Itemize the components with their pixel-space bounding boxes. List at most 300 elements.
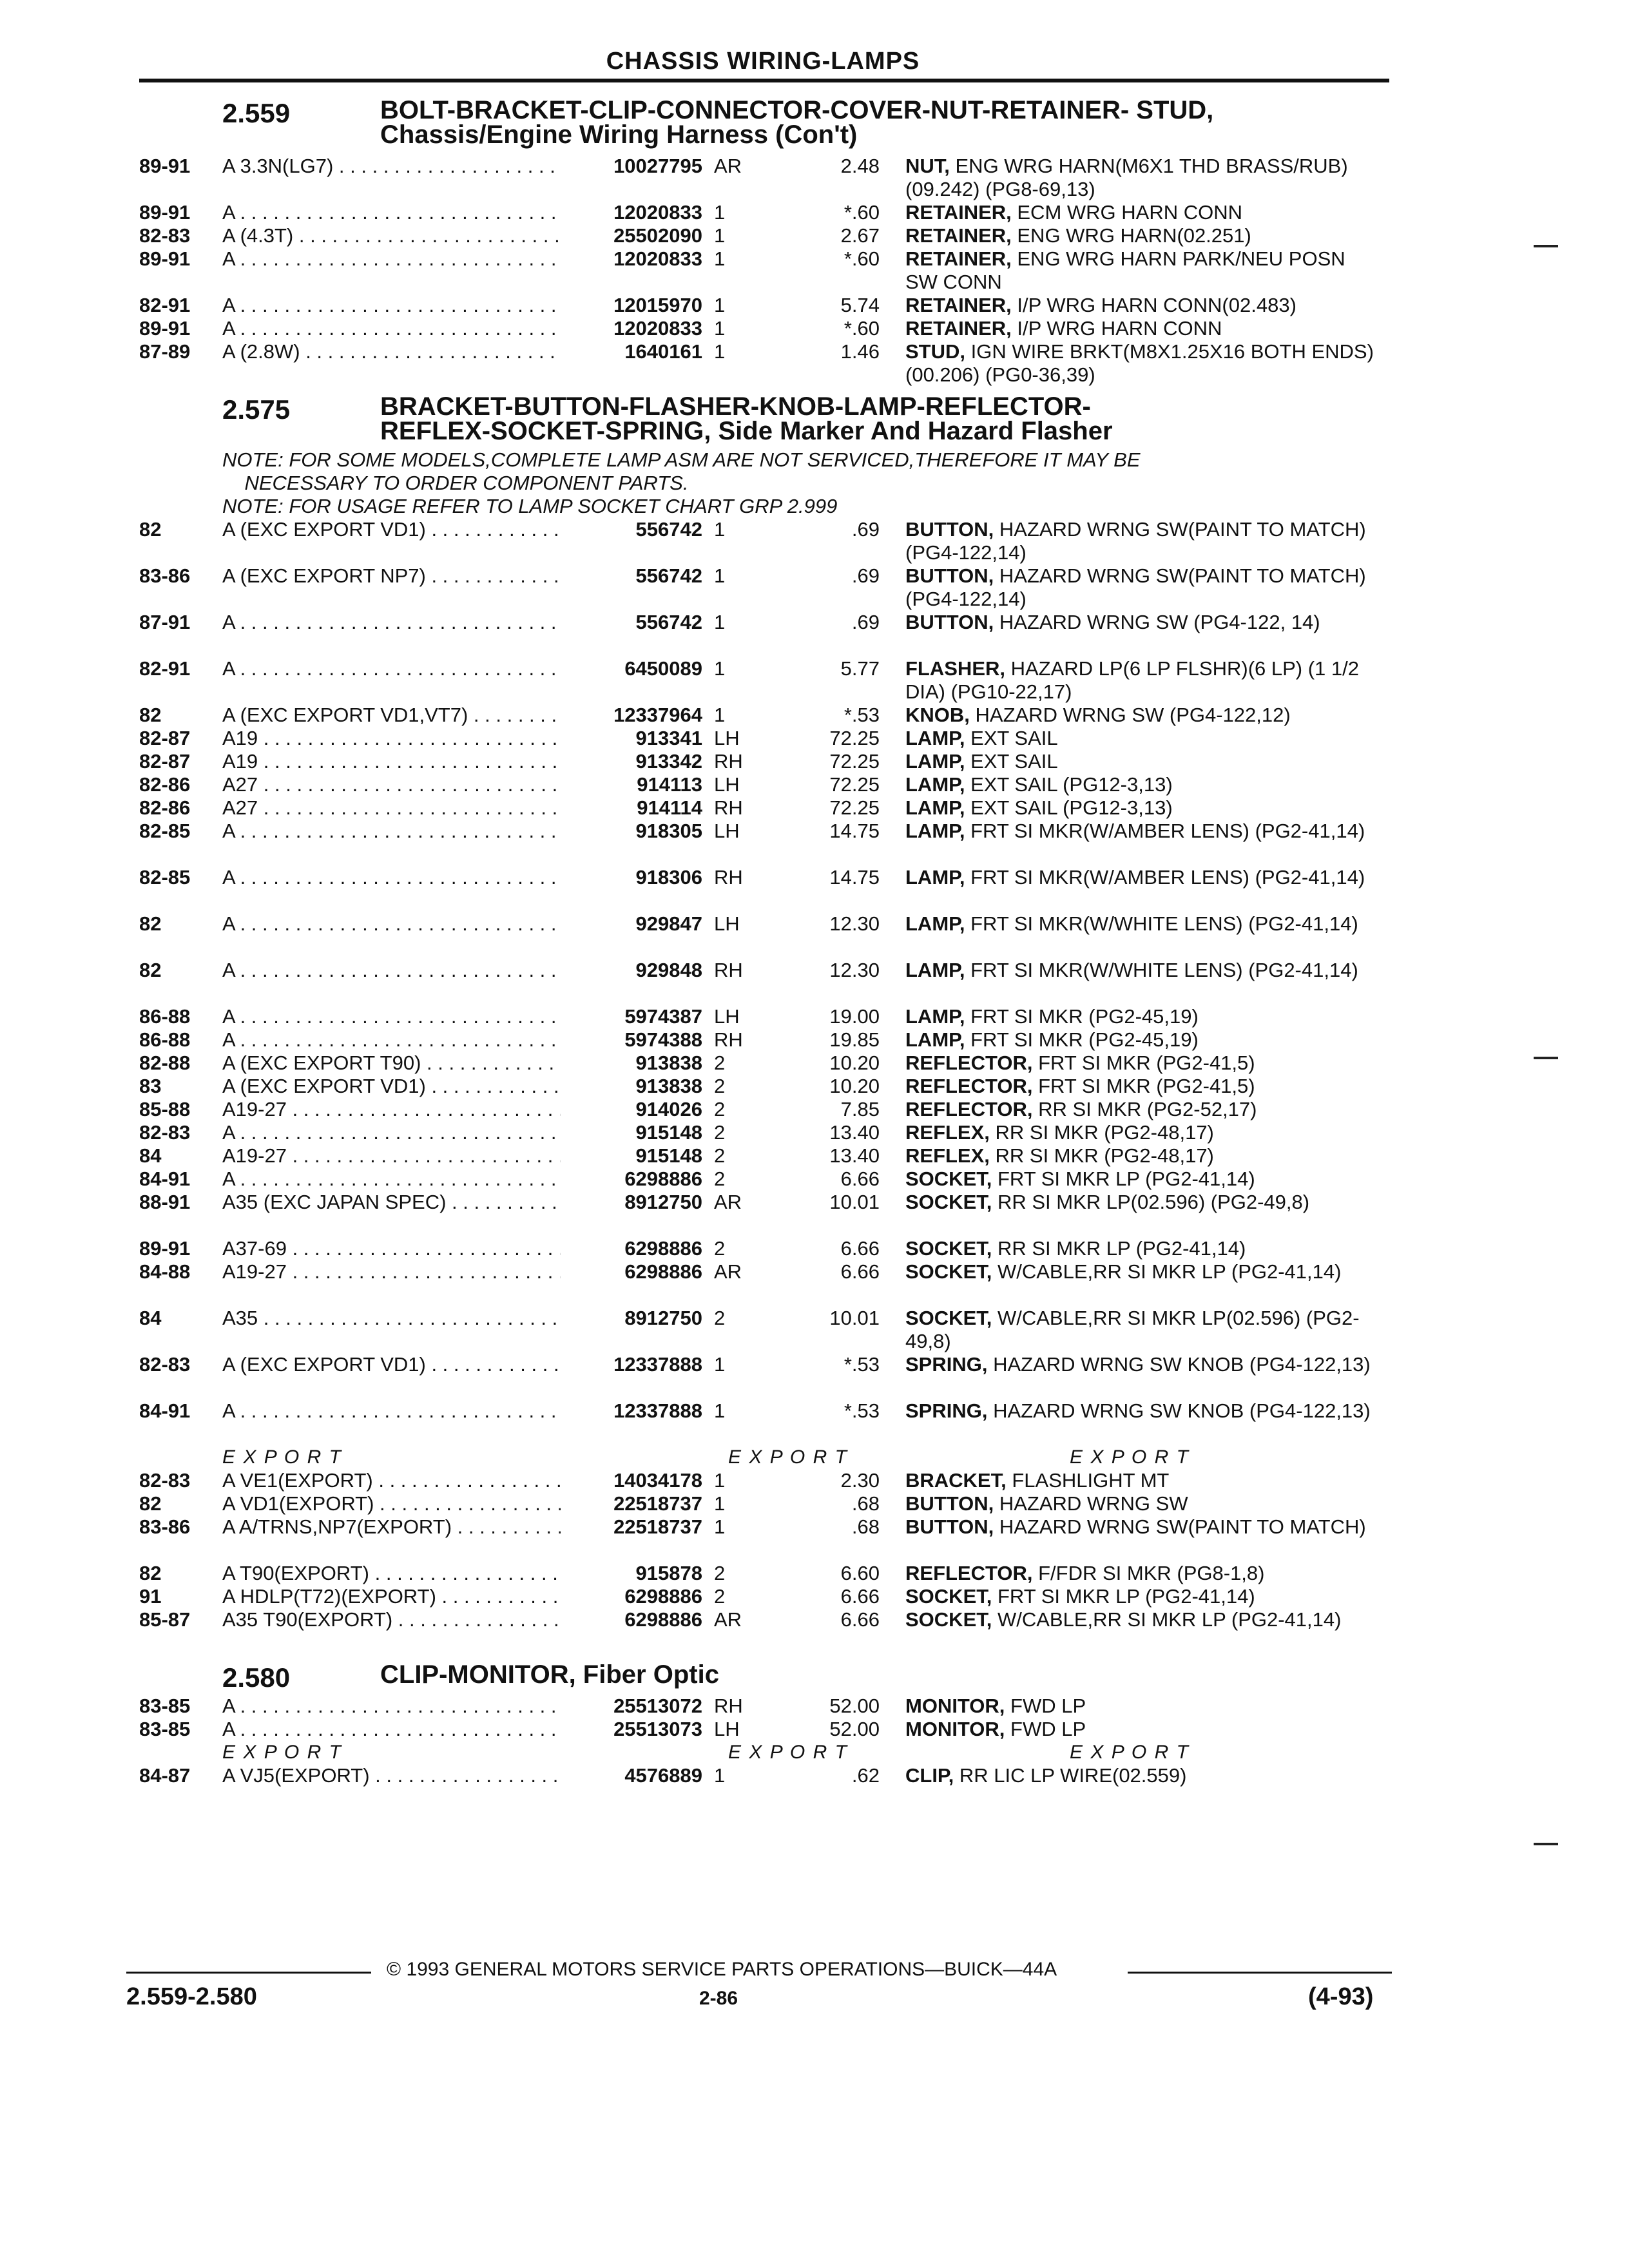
part-description — [905, 1492, 1376, 1515]
model-years: 86-88 — [139, 1028, 191, 1051]
part-name: REFLEX, — [905, 1121, 990, 1144]
quantity: RH — [714, 1028, 743, 1051]
part-name: SOCKET, — [905, 1191, 992, 1213]
export-divider — [0, 1446, 1629, 1469]
part-number: 12020833 — [561, 317, 702, 340]
part-detail: RR SI MKR (PG2-48,17) — [989, 1121, 1214, 1144]
part-name: BUTTON, — [905, 564, 994, 587]
part-number: 8912750 — [561, 1191, 702, 1214]
part-name: LAMP, — [905, 1028, 965, 1051]
usage-code: A . . . — [222, 1168, 564, 1191]
usage-code: A . . . — [222, 912, 564, 936]
parts-row — [0, 1075, 1629, 1098]
part-detail: ENG WRG HARN(02.251) — [1011, 224, 1251, 247]
part-description — [905, 773, 1376, 796]
quantity: 1 — [714, 611, 726, 633]
part-detail: HAZARD WRNG SW (PG4-122, 14) — [994, 611, 1320, 633]
part-detail: W/CABLE,RR SI MKR LP (PG2-41,14) — [992, 1260, 1342, 1283]
part-name: SPRING, — [905, 1353, 988, 1376]
section-title — [380, 1662, 1398, 1687]
quantity: 1 — [714, 224, 726, 247]
model-years: 91 — [139, 1585, 162, 1608]
section-header — [0, 393, 1629, 451]
parts-row — [0, 1353, 1629, 1399]
model-years: 82 — [139, 704, 162, 726]
footer-rule-right — [1128, 1972, 1392, 1974]
parts-row — [0, 1121, 1629, 1144]
part-number: 5974387 — [561, 1005, 702, 1028]
part-number: 929848 — [561, 959, 702, 982]
part-name: LAMP, — [905, 959, 965, 981]
part-description — [905, 1399, 1376, 1423]
price: 6.66 — [840, 1585, 880, 1608]
quantity: RH — [714, 959, 743, 981]
quantity: LH — [714, 820, 740, 842]
price: 6.66 — [840, 1237, 880, 1260]
part-detail: HAZARD WRNG SW KNOB (PG4-122,13) — [987, 1399, 1371, 1422]
model-years: 82 — [139, 959, 162, 981]
part-number: 913838 — [561, 1052, 702, 1075]
quantity: 1 — [714, 1469, 726, 1492]
margin-tick — [1534, 1843, 1558, 1845]
footer-date: (4-93) — [1308, 1983, 1374, 2010]
usage-code: A . . . — [222, 657, 564, 680]
price: 6.60 — [840, 1562, 880, 1584]
catalog-section — [0, 1661, 1629, 1787]
part-description — [905, 1052, 1376, 1075]
usage-code: A19-27 . . . — [222, 1098, 564, 1121]
part-number: 6298886 — [561, 1168, 702, 1191]
price: 6.66 — [840, 1168, 880, 1190]
usage-code: A . . . — [222, 820, 564, 843]
parts-row — [0, 959, 1629, 1005]
part-description — [905, 1353, 1376, 1376]
parts-row — [0, 1469, 1629, 1492]
part-detail: FRT SI MKR (PG2-41,5) — [1032, 1052, 1255, 1074]
quantity: 1 — [714, 564, 726, 587]
price: 12.30 — [829, 912, 880, 935]
model-years: 83-86 — [139, 1515, 191, 1538]
part-description — [905, 201, 1376, 224]
price: *.60 — [843, 317, 880, 340]
part-description — [905, 1515, 1376, 1539]
usage-code: A (EXC EXPORT VD1) . . . — [222, 1075, 564, 1098]
model-years: 82-88 — [139, 1052, 191, 1074]
parts-row — [0, 564, 1629, 611]
part-number: 914113 — [561, 773, 702, 796]
part-number: 556742 — [561, 564, 702, 588]
parts-row — [0, 1098, 1629, 1121]
part-name: LAMP, — [905, 820, 965, 842]
usage-code: A35 . . . — [222, 1307, 564, 1330]
part-number: 915878 — [561, 1562, 702, 1585]
part-name: BUTTON, — [905, 1492, 994, 1515]
parts-row — [0, 1237, 1629, 1260]
section-title-line: Chassis/Engine Wiring Harness (Con't) — [380, 120, 858, 149]
price: *.53 — [843, 704, 880, 726]
model-years: 82-91 — [139, 294, 191, 316]
price: 52.00 — [829, 1695, 880, 1717]
part-name: MONITOR, — [905, 1718, 1005, 1740]
part-number: 915148 — [561, 1121, 702, 1144]
model-years: 89-91 — [139, 201, 191, 224]
quantity: 2 — [714, 1585, 726, 1608]
quantity: RH — [714, 796, 743, 819]
model-years: 89-91 — [139, 247, 191, 270]
model-years: 89-91 — [139, 317, 191, 340]
part-description — [905, 657, 1376, 704]
quantity: RH — [714, 1695, 743, 1717]
part-name: LAMP, — [905, 727, 965, 749]
part-detail: HAZARD WRNG SW(PAINT TO MATCH) (PG4-122,14) — [905, 518, 1366, 564]
usage-code: A . . . — [222, 866, 564, 889]
parts-row — [0, 796, 1629, 820]
part-description — [905, 912, 1376, 936]
parts-row — [0, 224, 1629, 247]
parts-row — [0, 1695, 1629, 1718]
model-years: 84 — [139, 1144, 162, 1167]
model-years: 82 — [139, 1492, 162, 1515]
part-description — [905, 866, 1376, 889]
price: .62 — [851, 1764, 880, 1787]
part-name: SOCKET, — [905, 1237, 992, 1260]
price: 10.01 — [829, 1191, 880, 1213]
footer-copyright: © 1993 GENERAL MOTORS SERVICE PARTS OPERATIONS—BUICK—44A — [387, 1959, 1057, 1980]
part-name: BRACKET, — [905, 1469, 1007, 1492]
part-detail: ECM WRG HARN CONN — [1011, 201, 1242, 224]
part-name: REFLECTOR, — [905, 1098, 1033, 1120]
model-years: 82-86 — [139, 796, 191, 819]
price: .68 — [851, 1515, 880, 1538]
footer-section-range: 2.559-2.580 — [126, 1983, 257, 2010]
export-divider — [0, 1741, 1629, 1764]
part-detail: FRT SI MKR LP (PG2-41,14) — [992, 1168, 1255, 1190]
part-description — [905, 1237, 1376, 1260]
export-label: E X P O R T — [1070, 1742, 1190, 1763]
part-number: 25502090 — [561, 224, 702, 247]
model-years: 82-87 — [139, 750, 191, 773]
price: 14.75 — [829, 820, 880, 842]
quantity: 1 — [714, 704, 726, 726]
price: .69 — [851, 518, 880, 541]
part-detail: EXT SAIL (PG12-3,13) — [965, 773, 1173, 796]
quantity: 1 — [714, 294, 726, 316]
note-line: NOTE: FOR SOME MODELS,COMPLETE LAMP ASM ARE NOT SERVICED,THEREFORE IT MAY BE — [222, 448, 1141, 471]
parts-row — [0, 611, 1629, 657]
part-number: 10027795 — [561, 155, 702, 178]
part-description — [905, 1469, 1376, 1492]
quantity: LH — [714, 912, 740, 935]
model-years: 89-91 — [139, 155, 191, 177]
part-description — [905, 796, 1376, 820]
section-title — [380, 98, 1398, 147]
catalog-section — [0, 393, 1629, 1655]
parts-row — [0, 1191, 1629, 1237]
parts-row — [0, 704, 1629, 727]
part-number: 5974388 — [561, 1028, 702, 1052]
price: *.53 — [843, 1399, 880, 1422]
usage-code: A VJ5(EXPORT) . . . — [222, 1764, 564, 1787]
part-number: 913341 — [561, 727, 702, 750]
footer-page-number: 2-86 — [699, 1988, 738, 2009]
quantity: RH — [714, 866, 743, 889]
usage-code: A . . . — [222, 959, 564, 982]
part-name: REFLECTOR, — [905, 1075, 1033, 1097]
part-detail: IGN WIRE BRKT(M8X1.25X16 BOTH ENDS)(00.206) (PG0-36,39) — [905, 340, 1374, 386]
part-description — [905, 820, 1376, 843]
part-number: 14034178 — [561, 1469, 702, 1492]
model-years: 84-88 — [139, 1260, 191, 1283]
part-name: KNOB, — [905, 704, 970, 726]
price: .69 — [851, 611, 880, 633]
part-name: LAMP, — [905, 750, 965, 773]
part-detail: FRT SI MKR(W/WHITE LENS) (PG2-41,14) — [965, 959, 1358, 981]
price: .68 — [851, 1492, 880, 1515]
page-title: CHASSIS WIRING-LAMPS — [606, 48, 920, 75]
price: 72.25 — [829, 773, 880, 796]
model-years: 82 — [139, 1562, 162, 1584]
usage-code: A . . . — [222, 1718, 564, 1741]
part-number: 6298886 — [561, 1608, 702, 1631]
quantity: LH — [714, 773, 740, 796]
part-description — [905, 564, 1376, 611]
quantity: LH — [714, 1718, 740, 1740]
section-title-line: BRACKET-BUTTON-FLASHER-KNOB-LAMP-REFLECTOR- — [380, 392, 1091, 421]
part-description — [905, 340, 1376, 387]
header-rule — [139, 79, 1389, 82]
model-years: 82 — [139, 518, 162, 541]
part-description — [905, 1028, 1376, 1052]
part-number: 12337888 — [561, 1399, 702, 1423]
usage-code: A . . . — [222, 1695, 564, 1718]
usage-code: A19-27 . . . — [222, 1260, 564, 1283]
part-name: CLIP, — [905, 1764, 954, 1787]
part-description — [905, 1168, 1376, 1191]
quantity: 1 — [714, 1492, 726, 1515]
part-description — [905, 155, 1376, 201]
parts-row — [0, 317, 1629, 340]
part-name: SPRING, — [905, 1399, 988, 1422]
usage-code: A . . . — [222, 294, 564, 317]
quantity: 2 — [714, 1075, 726, 1097]
price: 72.25 — [829, 727, 880, 749]
price: 14.75 — [829, 866, 880, 889]
part-description — [905, 1144, 1376, 1168]
price: 10.01 — [829, 1307, 880, 1329]
part-number: 12020833 — [561, 201, 702, 224]
quantity: 2 — [714, 1052, 726, 1074]
section-title-line: REFLEX-SOCKET-SPRING, Side Marker And Hazard Flasher — [380, 417, 1113, 445]
parts-row — [0, 1307, 1629, 1353]
part-detail: I/P WRG HARN CONN — [1011, 317, 1222, 340]
part-name: RETAINER, — [905, 201, 1012, 224]
model-years: 82-83 — [139, 1121, 191, 1144]
model-years: 86-88 — [139, 1005, 191, 1028]
model-years: 83 — [139, 1075, 162, 1097]
price: 2.67 — [840, 224, 880, 247]
model-years: 84-91 — [139, 1399, 191, 1422]
price: 1.46 — [840, 340, 880, 363]
usage-code: A27 . . . — [222, 773, 564, 796]
part-name: FLASHER, — [905, 657, 1005, 680]
part-detail: FWD LP — [1005, 1695, 1086, 1717]
quantity: LH — [714, 727, 740, 749]
part-description — [905, 317, 1376, 340]
quantity: 1 — [714, 1399, 726, 1422]
part-name: MONITOR, — [905, 1695, 1005, 1717]
part-detail: RR SI MKR (PG2-48,17) — [989, 1144, 1214, 1167]
export-label: E X P O R T — [728, 1742, 848, 1763]
price: 10.20 — [829, 1052, 880, 1074]
price: 6.66 — [840, 1608, 880, 1631]
usage-code: A . . . — [222, 247, 564, 271]
usage-code: A . . . — [222, 1399, 564, 1423]
model-years: 84-91 — [139, 1168, 191, 1190]
price: 5.77 — [840, 657, 880, 680]
quantity: 1 — [714, 317, 726, 340]
usage-code: A (EXC EXPORT VD1) . . . — [222, 518, 564, 541]
part-description — [905, 224, 1376, 247]
quantity: 1 — [714, 340, 726, 363]
quantity: 1 — [714, 1515, 726, 1538]
part-description — [905, 518, 1376, 564]
part-detail: FLASHLIGHT MT — [1006, 1469, 1170, 1492]
part-name: SOCKET, — [905, 1168, 992, 1190]
part-description — [905, 1764, 1376, 1787]
part-name: SOCKET, — [905, 1608, 992, 1631]
model-years: 82-85 — [139, 820, 191, 842]
part-description — [905, 1695, 1376, 1718]
part-number: 6450089 — [561, 657, 702, 680]
part-name: RETAINER, — [905, 294, 1012, 316]
margin-tick — [1534, 245, 1558, 247]
usage-code: A (EXC EXPORT VD1,VT7) . . . — [222, 704, 564, 727]
part-name: SOCKET, — [905, 1585, 992, 1608]
price: 52.00 — [829, 1718, 880, 1740]
section-header — [0, 97, 1629, 155]
parts-row — [0, 1515, 1629, 1562]
part-detail: RR SI MKR (PG2-52,17) — [1032, 1098, 1257, 1120]
parts-row — [0, 294, 1629, 317]
parts-row — [0, 1764, 1629, 1787]
price: 13.40 — [829, 1144, 880, 1167]
quantity: 1 — [714, 657, 726, 680]
model-years: 82-91 — [139, 657, 191, 680]
sections-container — [0, 97, 1629, 1794]
part-description — [905, 1585, 1376, 1608]
model-years: 82 — [139, 912, 162, 935]
model-years: 82-83 — [139, 1469, 191, 1492]
part-number: 913838 — [561, 1075, 702, 1098]
part-detail: HAZARD LP(6 LP FLSHR)(6 LP) (1 1/2 DIA) (PG10-22,17) — [905, 657, 1359, 703]
part-name: LAMP, — [905, 1005, 965, 1028]
part-detail: RR LIC LP WIRE(02.559) — [954, 1764, 1187, 1787]
part-description — [905, 1307, 1376, 1353]
usage-code: A A/TRNS,NP7(EXPORT) . . . — [222, 1515, 564, 1539]
part-name: LAMP, — [905, 866, 965, 889]
part-description — [905, 1191, 1376, 1214]
parts-row — [0, 1028, 1629, 1052]
usage-code: A 3.3N(LG7) . . . — [222, 155, 564, 178]
part-number: 914114 — [561, 796, 702, 820]
part-number: 6298886 — [561, 1260, 702, 1283]
part-detail: FRT SI MKR(W/AMBER LENS) (PG2-41,14) — [965, 866, 1365, 889]
quantity: AR — [714, 1260, 742, 1283]
part-number: 556742 — [561, 611, 702, 634]
part-detail: FRT SI MKR LP (PG2-41,14) — [992, 1585, 1255, 1608]
model-years: 84 — [139, 1307, 162, 1329]
parts-row — [0, 750, 1629, 773]
usage-code: A VE1(EXPORT) . . . — [222, 1469, 564, 1492]
model-years: 83-85 — [139, 1695, 191, 1717]
section-number: 2.580 — [222, 1662, 291, 1693]
part-detail: RR SI MKR LP (PG2-41,14) — [992, 1237, 1246, 1260]
parts-row — [0, 1492, 1629, 1515]
part-number: 6298886 — [561, 1585, 702, 1608]
margin-tick — [1534, 1057, 1558, 1059]
section-number: 2.575 — [222, 394, 291, 425]
part-number: 914026 — [561, 1098, 702, 1121]
part-description — [905, 750, 1376, 773]
usage-code: A T90(EXPORT) . . . — [222, 1562, 564, 1585]
usage-code: A (EXC EXPORT VD1) . . . — [222, 1353, 564, 1376]
part-detail: HAZARD WRNG SW — [994, 1492, 1188, 1515]
parts-row — [0, 518, 1629, 564]
part-description — [905, 247, 1376, 294]
parts-row — [0, 727, 1629, 750]
part-name: LAMP, — [905, 773, 965, 796]
part-description — [905, 1260, 1376, 1283]
parts-row — [0, 1399, 1629, 1446]
model-years: 82-86 — [139, 773, 191, 796]
part-detail: I/P WRG HARN CONN(02.483) — [1011, 294, 1296, 316]
price: 2.30 — [840, 1469, 880, 1492]
note-line: NOTE: FOR USAGE REFER TO LAMP SOCKET CHART GRP 2.999 — [222, 495, 838, 517]
part-detail: ENG WRG HARN(M6X1 THD BRASS/RUB)(09.242) (PG8-69,13) — [905, 155, 1348, 200]
parts-row — [0, 247, 1629, 294]
parts-row — [0, 1168, 1629, 1191]
part-number: 12020833 — [561, 247, 702, 271]
price: 2.48 — [840, 155, 880, 177]
part-number: 22518737 — [561, 1492, 702, 1515]
parts-row — [0, 1260, 1629, 1307]
parts-row — [0, 1585, 1629, 1608]
part-name: LAMP, — [905, 796, 965, 819]
part-number: 913342 — [561, 750, 702, 773]
part-name: RETAINER, — [905, 317, 1012, 340]
part-name: STUD, — [905, 340, 965, 363]
parts-row — [0, 1005, 1629, 1028]
part-detail: ENG WRG HARN PARK/NEU POSN SW CONN — [905, 247, 1345, 293]
model-years: 83-85 — [139, 1718, 191, 1740]
model-years: 84-87 — [139, 1764, 191, 1787]
part-description — [905, 1005, 1376, 1028]
usage-code: A19-27 . . . — [222, 1144, 564, 1168]
model-years: 88-91 — [139, 1191, 191, 1213]
price: 19.85 — [829, 1028, 880, 1051]
quantity: 2 — [714, 1237, 726, 1260]
part-description — [905, 1608, 1376, 1631]
part-description — [905, 1562, 1376, 1585]
part-detail: HAZARD WRNG SW(PAINT TO MATCH) — [994, 1515, 1366, 1538]
price: 19.00 — [829, 1005, 880, 1028]
parts-row — [0, 1608, 1629, 1655]
part-description — [905, 1718, 1376, 1741]
quantity: 2 — [714, 1168, 726, 1190]
quantity: 2 — [714, 1144, 726, 1167]
part-name: NUT, — [905, 155, 950, 177]
usage-code: A . . . — [222, 1005, 564, 1028]
